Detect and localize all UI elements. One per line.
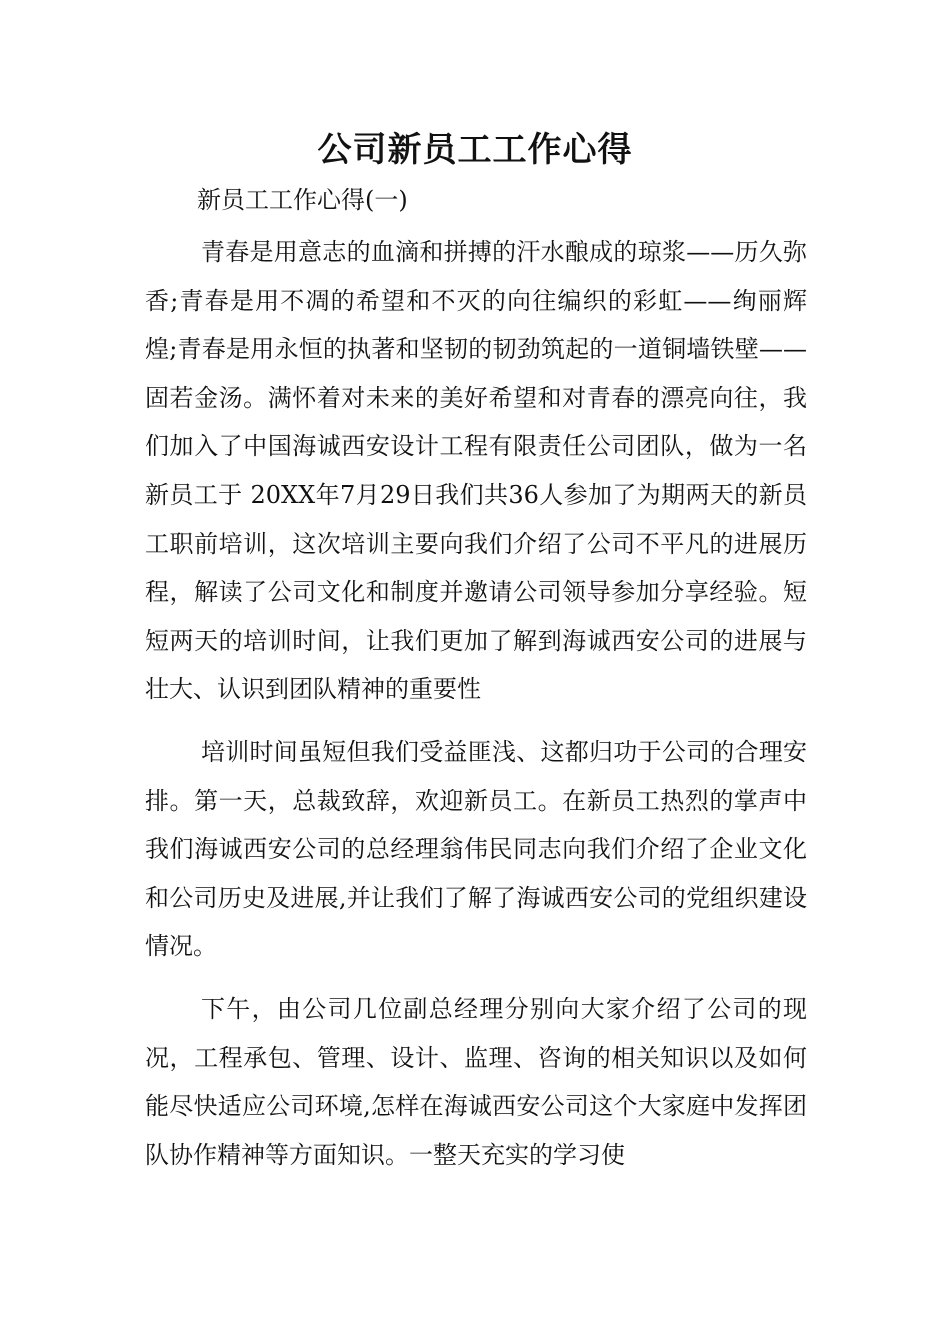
document-body <box>145 228 807 1193</box>
paragraph-1: 青春是用意志的血滴和拼搏的汗水酿成的琼浆——历久弥香;青春是用不凋的希望和不灭的向往编织的彩虹——绚丽辉煌;青春是用永恒的执著和坚韧的韧劲筑起的一道铜墙铁壁——固若金汤。满怀着对未来的美好希望和对青春的漂亮向往，我们加入了中国海诚西安设计工程有限责任公司团队，做为一名新员工于 20XX年7月29日我们共36人参加了为期两天的新员工职前培训，这次培训主要向我们介绍了公司不平凡的进展历程，解读了公司文化和制度并邀请公司领导参加分享经验。短短两天的培训时间，让我们更加了解到海诚西安公司的进展与壮大、认识到团队精神的重要性 <box>145 238 807 704</box>
paragraph-2: 培训时间虽短但我们受益匪浅、这都归功于公司的合理安排。第一天，总裁致辞，欢迎新员工。在新员工热烈的掌声中我们海诚西安公司的总经理翁伟民同志向我们介绍了企业文化和公司历史及进展,并让我们了解了海诚西安公司的党组织建设情况。 <box>145 737 807 961</box>
paragraph-3: 下午，由公司几位副总经理分别向大家介绍了公司的现况，工程承包、管理、设计、监理、咨询的相关知识以及如何能尽快适应公司环境,怎样在海诚西安公司这个大家庭中发挥团队协作精神等方面知识。一整天充实的学习使 <box>145 994 807 1169</box>
document-subtitle: 新员工工作心得(一) <box>197 186 408 214</box>
document-title: 公司新员工工作心得 <box>317 130 633 170</box>
